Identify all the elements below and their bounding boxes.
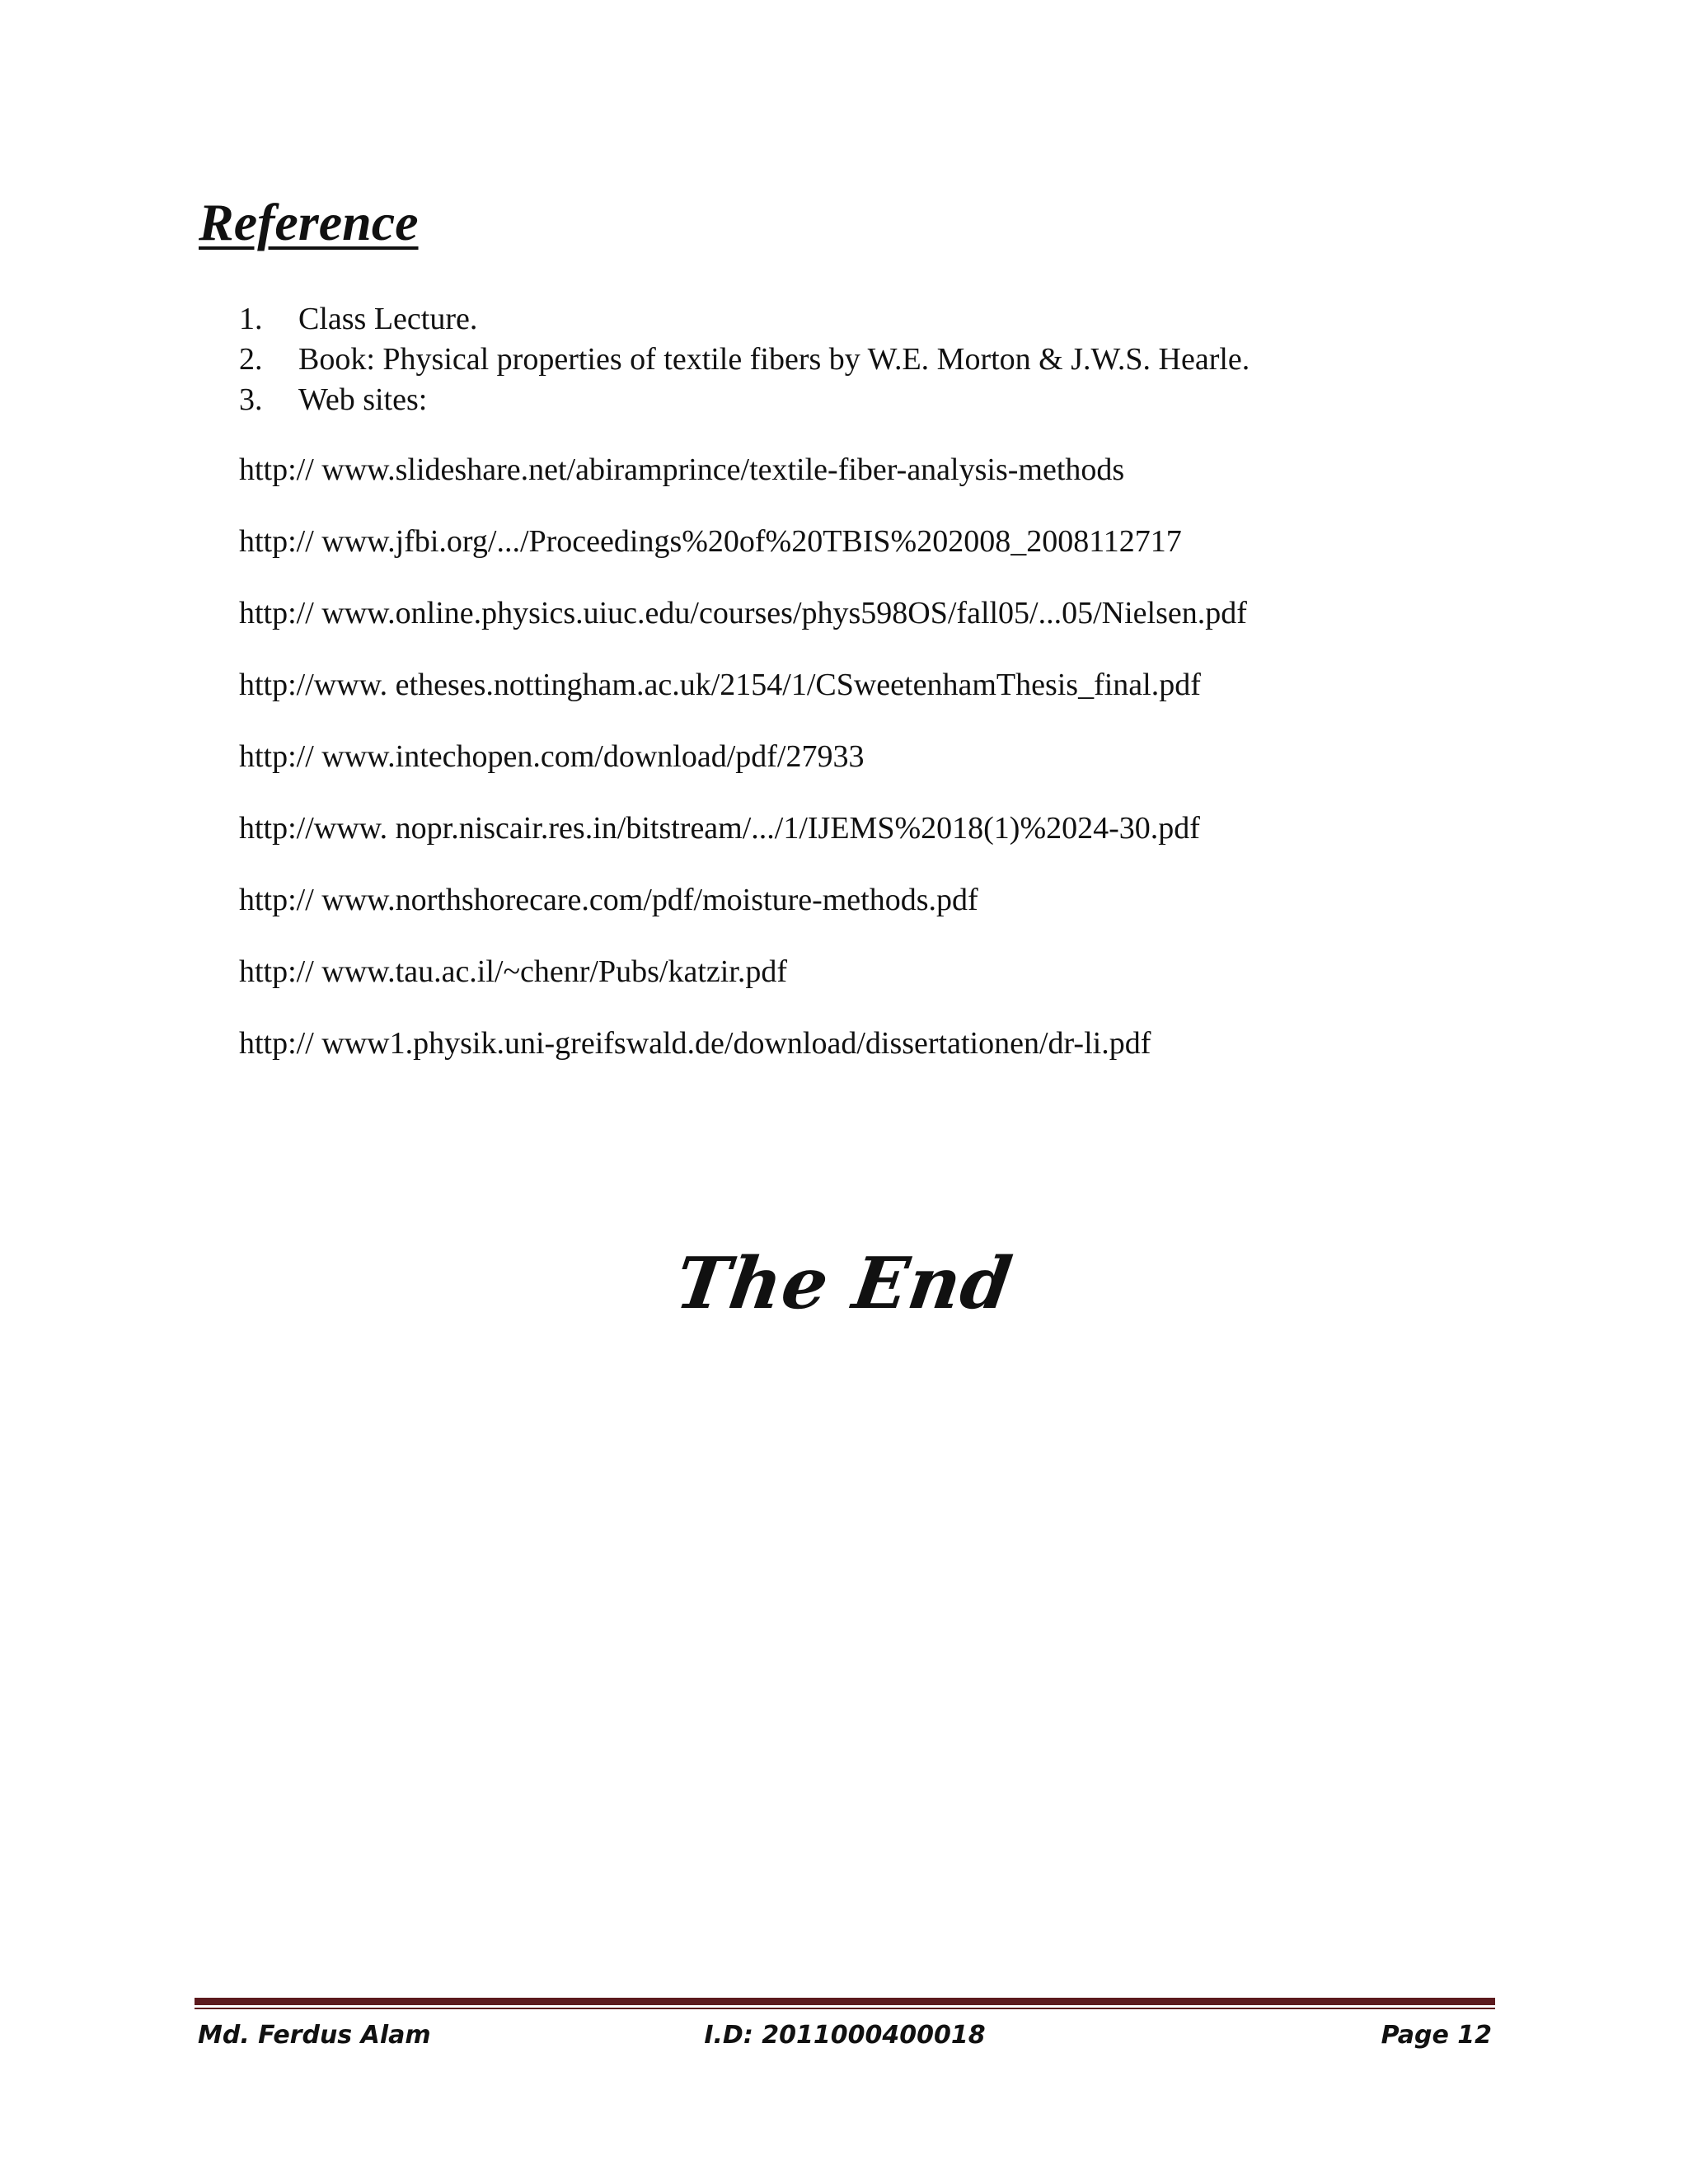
- web-link[interactable]: http:// www.jfbi.org/.../Proceedings%20of%20TBIS%202008_2008112717: [239, 524, 1182, 559]
- footer-divider-thin: [195, 2008, 1495, 2009]
- list-number: 1.: [239, 302, 263, 336]
- page-title: Reference: [199, 193, 419, 251]
- footer-author: Md. Ferdus Alam: [198, 2021, 431, 2050]
- web-link[interactable]: http://www. etheses.nottingham.ac.uk/2154/1/CSweetenhamThesis_final.pdf: [239, 668, 1201, 702]
- reference-list: [239, 299, 1250, 420]
- web-link[interactable]: http:// www.online.physics.uiuc.edu/courses/phys598OS/fall05/...05/Nielsen.pdf: [239, 596, 1247, 630]
- web-link[interactable]: http:// www.tau.ac.il/~chenr/Pubs/katzir.pdf: [239, 954, 788, 989]
- list-item-text: Web sites:: [298, 382, 428, 417]
- footer-id: I.D: 2011000400018: [704, 2021, 986, 2050]
- web-link[interactable]: http:// www.slideshare.net/abiramprince/textile-fiber-analysis-methods: [239, 452, 1125, 487]
- list-item: [239, 380, 1250, 420]
- list-number: 2.: [239, 342, 263, 377]
- web-link[interactable]: http:// www1.physik.uni-greifswald.de/download/dissertationen/dr-li.pdf: [239, 1026, 1151, 1061]
- list-item-text: Class Lecture.: [298, 302, 478, 336]
- web-links-list: [239, 450, 1247, 1095]
- the-end-title: The End: [670, 1242, 1018, 1325]
- footer-divider-thick: [195, 1998, 1495, 2005]
- footer-divider: [195, 1998, 1495, 2009]
- list-item: [239, 299, 1250, 340]
- page-footer: [195, 2018, 1495, 2054]
- list-number: 3.: [239, 382, 263, 417]
- web-link[interactable]: http:// www.intechopen.com/download/pdf/27933: [239, 739, 865, 774]
- list-item: [239, 340, 1250, 380]
- web-link[interactable]: http:// www.northshorecare.com/pdf/moisture-methods.pdf: [239, 883, 978, 917]
- web-link[interactable]: http://www. nopr.niscair.res.in/bitstream/.../1/IJEMS%2018(1)%2024-30.pdf: [239, 811, 1200, 846]
- list-item-text: Book: Physical properties of textile fibers by W.E. Morton & J.W.S. Hearle.: [298, 342, 1250, 377]
- footer-page-number: Page 12: [1381, 2021, 1492, 2050]
